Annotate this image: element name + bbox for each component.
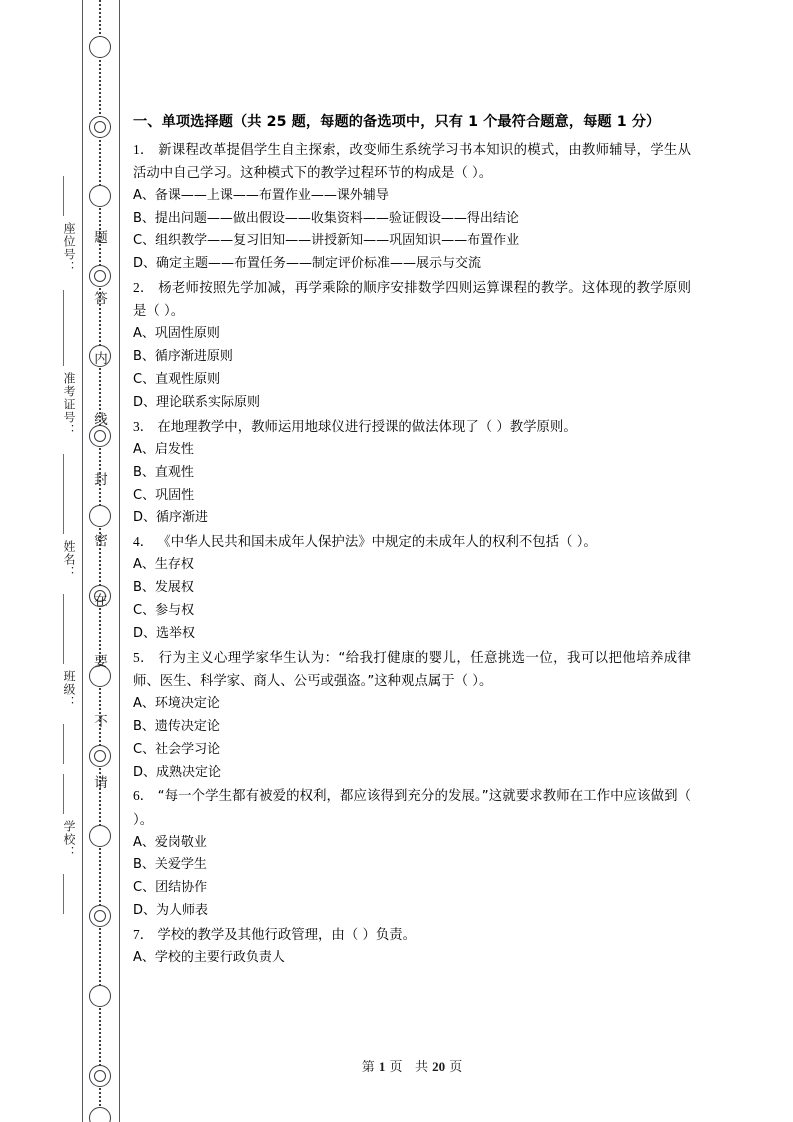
question-stem [133, 530, 691, 554]
footer-total-unit: 页 [449, 1060, 463, 1075]
info-field-rule [63, 290, 64, 330]
question-list [133, 138, 691, 970]
question-stem [133, 415, 691, 439]
question-number: 2． [133, 280, 154, 296]
info-field-label: 学校： [62, 820, 76, 859]
question-option[interactable]: A、爱岗敬业 [133, 834, 207, 850]
info-field-rule [63, 326, 64, 366]
question-stem [133, 646, 691, 693]
question-option[interactable]: D、为人师表 [133, 903, 209, 919]
student-info-column [44, 0, 80, 1122]
seal-slogan-char: 不 [94, 714, 108, 730]
question-option[interactable]: B、提出问题——做出假设——收集资料——验证假设——得出结论 [133, 210, 519, 226]
footer-prefix: 第 [361, 1060, 375, 1075]
binding-ring-icon [89, 905, 111, 927]
seal-slogan-char: 密 [94, 532, 108, 549]
question-number: 7． [133, 927, 154, 943]
question-option[interactable]: B、发展权 [133, 580, 194, 596]
question-option[interactable]: D、确定主题——布置任务——制定评价标准——展示与交流 [133, 256, 482, 272]
info-field-label: 座位号： [62, 222, 76, 274]
question-option[interactable]: D、选举权 [133, 626, 196, 641]
info-field-rule [63, 494, 64, 534]
question-stem-text: 学校的教学及其他行政管理，由（ ）负责。 [153, 928, 417, 944]
info-field-label: 班级： [62, 670, 76, 709]
question-option[interactable]: C、巩固性 [133, 487, 195, 503]
info-field-rule [63, 774, 64, 814]
question-block [133, 138, 691, 277]
question-block [133, 276, 691, 415]
seal-slogan-char: 请 [94, 774, 108, 791]
question-stem-text: “每一个学生都有被爱的权利，都应该得到充分的发展。”这就要求教师在工作中应该做到（ ）。 [133, 789, 691, 828]
question-option[interactable]: B、遗传决定论 [133, 718, 220, 734]
exam-content [133, 112, 691, 970]
seal-slogan-char: 要 [94, 653, 108, 670]
section-title: 一、单项选择题（共 25 题，每题的备选项中，只有 1 个最符合题意，每题 1 分） [133, 114, 661, 130]
question-block [133, 646, 691, 785]
seal-slogan-char: 题 [94, 230, 108, 246]
band-rule-right [119, 0, 120, 1122]
binding-circle-icon [89, 185, 111, 207]
binding-ring-icon [89, 1065, 111, 1087]
question-stem-text: 《中华人民共和国未成年人保护法》中规定的未成年人的权利不包括（ ）。 [153, 535, 597, 551]
footer-current-page: 1 [378, 1059, 386, 1074]
band-rule-left [82, 0, 83, 1122]
question-option[interactable]: D、成熟决定论 [133, 764, 222, 780]
info-field-label: 准考证号： [62, 372, 76, 437]
question-block [133, 530, 691, 646]
page-footer [133, 1056, 691, 1075]
question-option[interactable]: A、巩固性原则 [133, 326, 220, 342]
question-stem [133, 923, 691, 947]
info-field-rule [63, 874, 64, 914]
question-stem [133, 784, 691, 831]
question-number: 5． [133, 649, 154, 665]
binding-circle-icon [89, 36, 111, 58]
footer-total-pages: 20 [432, 1059, 446, 1074]
question-stem-text: 杨老师按照先学加减，再学乘除的顺序安排数学四则运算课程的教学。这体现的教学原则是（ ）。 [133, 281, 691, 320]
question-stem-text: 在地理教学中，教师运用地球仪进行授课的做法体现了（ ）教学原则。 [153, 419, 577, 435]
question-stem-text: 行为主义心理学家华生认为：“给我打健康的婴儿，任意挑选一位，我可以把他培养成律师、医生、科学家、商人、公丐或强盗。”这种观点属于（ ）。 [133, 650, 691, 689]
info-field-label: 姓名： [62, 540, 76, 579]
question-stem [133, 276, 691, 323]
question-option[interactable]: C、组织教学——复习旧知——讲授新知——巩固知识——布置作业 [133, 233, 520, 249]
question-option[interactable]: D、循序渐进 [133, 510, 209, 526]
question-option[interactable]: B、直观性 [133, 464, 194, 480]
question-option[interactable]: A、备课——上课——布置作业——课外辅导 [133, 187, 389, 203]
footer-page-unit: 页 [389, 1060, 403, 1075]
question-option[interactable]: A、学校的主要行政负责人 [133, 950, 285, 966]
info-field-rule [63, 176, 64, 216]
question-stem [133, 138, 691, 185]
question-number: 1． [133, 141, 154, 157]
footer-middle: 共 [414, 1060, 428, 1075]
info-field-rule [63, 724, 64, 764]
question-option[interactable]: C、直观性原则 [133, 372, 221, 388]
question-option[interactable]: B、关爱学生 [133, 857, 207, 873]
question-option[interactable]: A、环境决定论 [133, 695, 220, 711]
question-option[interactable]: A、启发性 [133, 441, 194, 457]
question-option[interactable]: C、参与权 [133, 603, 195, 619]
question-number: 6． [133, 788, 154, 804]
seal-slogan-char: 线 [94, 411, 108, 428]
question-option[interactable]: A、生存权 [133, 557, 194, 573]
question-block [133, 415, 691, 531]
info-field-rule [63, 454, 64, 494]
question-stem-text: 新课程改革提倡学生自主探索，改变师生系统学习书本知识的模式，由教师辅导，学生从活动中自己学习。这种模式下的教学过程环节的构成是（ ）。 [133, 142, 691, 181]
seal-slogan-text [86, 232, 116, 837]
question-option[interactable]: C、社会学习论 [133, 741, 221, 757]
seal-slogan-char: 答 [94, 290, 108, 307]
question-block [133, 923, 691, 970]
binding-circle-icon [89, 1107, 111, 1122]
question-option[interactable]: B、循序渐进原则 [133, 349, 233, 365]
seal-slogan-char: 内 [94, 351, 108, 367]
question-number: 3． [133, 418, 154, 434]
question-block [133, 784, 691, 923]
info-field-rule [63, 624, 64, 664]
question-option[interactable]: D、理论联系实际原则 [133, 394, 261, 410]
seal-slogan-char: 封 [94, 472, 108, 488]
binding-ring-icon [89, 116, 111, 138]
seal-slogan-char: 在 [94, 593, 108, 609]
question-option[interactable]: C、团结协作 [133, 880, 208, 896]
binding-circle-icon [89, 985, 111, 1007]
question-number: 4． [133, 534, 154, 550]
